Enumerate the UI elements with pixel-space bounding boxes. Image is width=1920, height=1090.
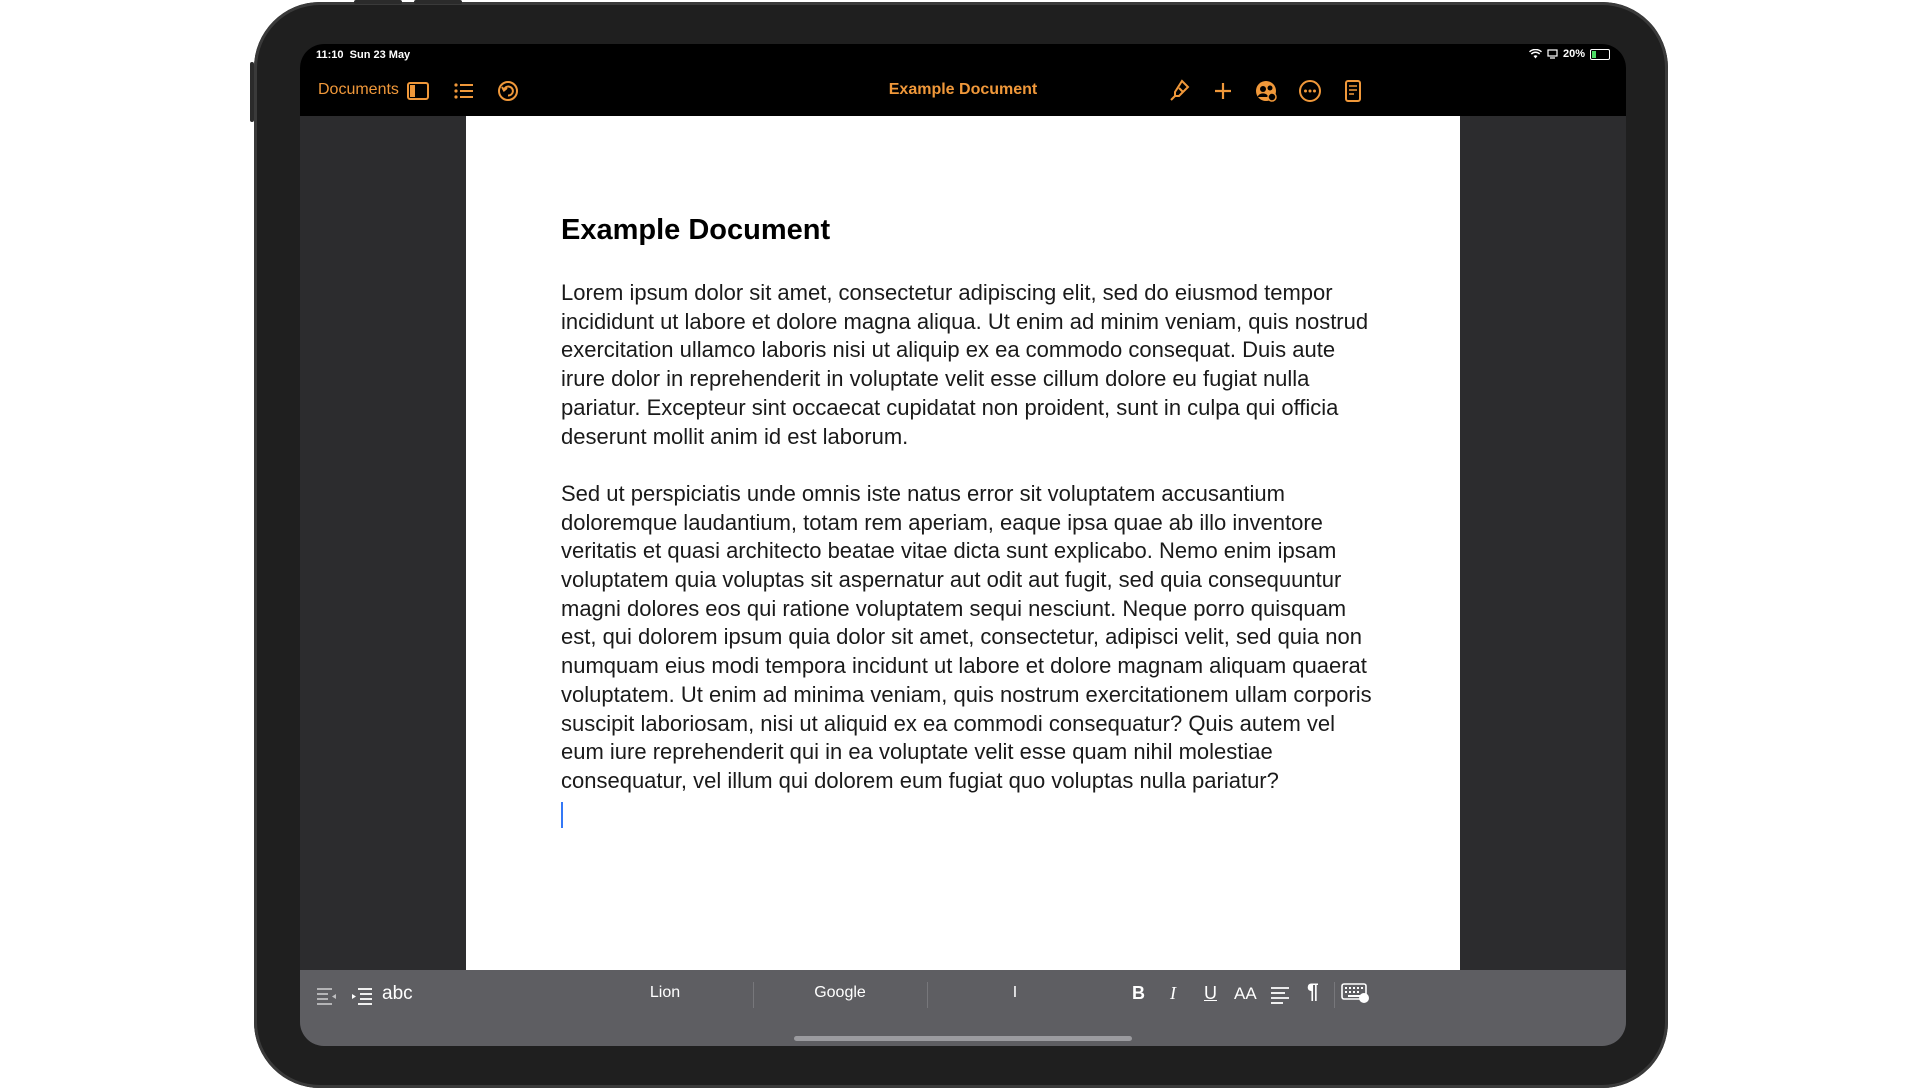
format-brush-icon[interactable] (1167, 78, 1193, 104)
suggestion-item[interactable]: Google (814, 984, 866, 1001)
screen-mirror-icon (1547, 49, 1558, 59)
list-icon[interactable] (451, 78, 477, 104)
document-page[interactable] (466, 116, 1460, 970)
align-left-icon[interactable] (1268, 983, 1292, 1012)
ipad-screen (300, 44, 1626, 1046)
outdent-icon[interactable] (314, 983, 338, 1012)
battery-icon (1590, 49, 1610, 60)
side-button (250, 62, 254, 122)
suggestion-item[interactable]: Lion (649, 984, 681, 1001)
undo-icon[interactable] (495, 78, 521, 104)
italic-button[interactable]: I (1170, 983, 1176, 1003)
top-button-right (414, 0, 462, 4)
documents-button[interactable]: Documents (318, 81, 399, 98)
text-size-button[interactable]: AA (1234, 984, 1257, 1003)
app-toolbar (300, 66, 1626, 116)
status-indicators (1529, 48, 1610, 60)
suggestion-divider (927, 982, 928, 1008)
suggestion-divider (753, 982, 754, 1008)
indent-icon[interactable] (350, 983, 374, 1012)
spellcheck-abc-button[interactable]: abc (382, 983, 413, 1004)
toolbar-divider (1334, 982, 1335, 1008)
document-reader-icon[interactable] (1340, 78, 1366, 104)
document-title-toolbar: Example Document (888, 81, 1038, 98)
document-body[interactable] (561, 279, 1381, 828)
home-indicator[interactable] (794, 1036, 1132, 1041)
suggestion-item[interactable]: I (1012, 984, 1018, 1001)
status-bar (300, 44, 1626, 66)
document-paragraph[interactable]: Lorem ipsum dolor sit amet, consectetur adipiscing elit, sed do eiusmod tempor incididunt ut labore et dolore magna aliqua. Ut enim ad minim veniam, quis nostrud exercitation ullamco laboris nisi ut aliquip ex ea commodo consequat. Duis aute irure dolor in reprehenderit in voluptate velit esse cillum dolore eu fugiat nulla pariatur. Excepteur sint occaecat cupidatat non proident, sunt in culpa qui officia deserunt mollit anim id est laborum. (561, 280, 1369, 449)
text-cursor (561, 802, 563, 828)
sidebar-toggle-icon[interactable] (405, 78, 431, 104)
underline-button[interactable]: U (1204, 983, 1217, 1003)
keyboard-dismiss-icon[interactable] (1341, 981, 1369, 1010)
status-time: 11:10 Sun 23 May (316, 49, 411, 61)
document-heading[interactable]: Example Document (561, 214, 831, 246)
collaborate-icon[interactable] (1253, 78, 1279, 104)
keyboard-shortcut-bar (300, 970, 1626, 1046)
wifi-icon (1529, 49, 1542, 59)
bold-button[interactable]: B (1132, 983, 1145, 1003)
top-button-left (354, 0, 402, 4)
add-icon[interactable] (1210, 78, 1236, 104)
document-paragraph[interactable]: Sed ut perspiciatis unde omnis iste natus error sit voluptatem accusantium doloremque laudantium, totam rem aperiam, eaque ipsa quae ab illo inventore veritatis et quasi architecto beatae vitae dicta sunt explicabo. Nemo enim ipsam voluptatem quia voluptas sit aspernatur aut odit aut fugit, sed quia consequuntur magni dolores eos qui ratione voluptatem sequi nesciunt. Neque porro quisquam est, qui dolorem ipsum quia dolor sit amet, consectetur, adipisci velit, sed quia non numquam eius modi tempora incidunt ut labore et dolore magnam aliquam quaerat voluptatem. Ut enim ad minima veniam, quis nostrum exercitationem ullam corporis suscipit laboriosam, nisi ut aliquid ex ea commodi consequatur? Quis autem vel eum iure reprehenderit qui in ea voluptate velit esse quam nihil molestiae consequatur, vel illum qui dolorem eum fugiat quo voluptas nulla pariatur? (561, 480, 1372, 793)
paragraph-mark-button[interactable]: ¶ (1307, 980, 1319, 1003)
battery-percent: 20% (1562, 48, 1585, 60)
more-icon[interactable] (1297, 78, 1323, 104)
